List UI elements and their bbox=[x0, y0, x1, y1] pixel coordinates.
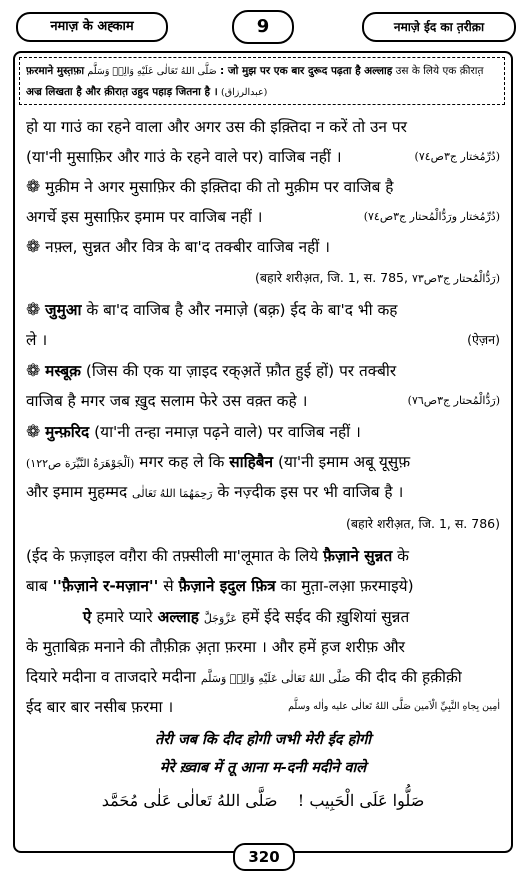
line-text: की दीद की ह़क़ीक़ी bbox=[355, 668, 462, 686]
divine-name: अल्लाह bbox=[157, 608, 199, 626]
line-text: के बा'द वाजिब है और नमाज़े (बक़्र) ईद के बा'द भी कह bbox=[86, 301, 398, 319]
hadith-allah: अल्लाह bbox=[364, 65, 393, 77]
line-text: का मुत़ा-लआ़ फ़रमाइये) bbox=[280, 577, 414, 595]
salawat-call: صَلُّوا عَلَى الْحَبِيب ! bbox=[297, 791, 425, 810]
reference-arabic: رَدُّالْمُحتار ج۳ص۷۳) bbox=[411, 272, 500, 285]
reference-arabic: (اَلْجَوْهَرَةُ النَّيِّرَة ص۱۲۲) bbox=[26, 457, 135, 470]
body-line-13 bbox=[26, 478, 500, 506]
body-line-17 bbox=[26, 603, 500, 631]
body-line-6 bbox=[26, 264, 500, 292]
term-munfarid: मुन्फ़रिद bbox=[45, 423, 90, 441]
line-text: से bbox=[163, 577, 174, 595]
body-line-7 bbox=[26, 296, 500, 324]
poem-text: तेरी जब कि दीद होगी जभी मेरी ईद होगी bbox=[154, 731, 372, 748]
line-text: ले । bbox=[26, 331, 48, 349]
body-line-5 bbox=[26, 233, 500, 261]
reference-arabic: (دُرِّمُختار ج۳ص۷٤) bbox=[414, 150, 500, 163]
body-line-12 bbox=[26, 448, 500, 476]
hadith-text-3: अज्र लिखता है और क़ीरात़ उहुद पहाड़ जितना है । bbox=[26, 86, 218, 98]
footer-page-number: 320 bbox=[233, 843, 295, 871]
arabic-salutation: صَلَّى اللهُ تَعَالٰى عَلَيْهِ وَالِهٖ وَسَلَّم bbox=[200, 672, 351, 685]
line-text: वाजिब है मगर जब ख़ुद सलाम फेरे उस वक़्त कहे । bbox=[26, 392, 308, 410]
salawat-response: صَلَّى اللهُ تَعالٰى عَلٰى مُحَمَّد bbox=[101, 791, 278, 810]
chapter-title: फ़ैज़ाने इदुल फ़ित्र bbox=[178, 577, 276, 595]
hadith-source: (عبدالرزاق) bbox=[221, 87, 268, 98]
line-text: हो या गाउं का रहने वाला और अगर उस की इक़्तिदा न करें तो उन पर bbox=[26, 118, 407, 136]
book-title: फ़ैज़ाने सुन्नत bbox=[323, 547, 393, 565]
flower-bullet-icon: ❁ bbox=[26, 300, 41, 320]
body-line-19 bbox=[26, 663, 500, 691]
poem-line-1 bbox=[26, 726, 500, 754]
hadith-arabic-salutation: صَلَّى اللهُ تَعَالٰى عَلَيْهِ وَالِهٖ وَسَلَّم bbox=[87, 66, 217, 77]
body-line-18 bbox=[26, 633, 500, 661]
body-line-1 bbox=[26, 113, 500, 141]
body-line-15 bbox=[26, 542, 500, 570]
line-text: हमारे प्यारे bbox=[96, 608, 153, 626]
reference-text: (बहारे शरीअ़त, जि. 1, स. 785, bbox=[254, 270, 408, 285]
line-text: (जिस की एक या ज़ाइद रक्अ़तें फ़ौत हुई हों) पर तक्बीर bbox=[85, 362, 397, 380]
vocative: ऐ bbox=[82, 608, 92, 626]
term-masbuq: मस्बूक़ bbox=[45, 362, 81, 380]
line-text: हमें ईदे सईद की ख़ुशियां सुन्नत bbox=[241, 608, 410, 626]
body-line-4 bbox=[26, 203, 500, 231]
line-text: ईद बार बार नसीब फ़रमा । bbox=[26, 698, 174, 716]
hadith-prefix: फ़रमाने मुस्त़फ़ा bbox=[26, 65, 85, 77]
flower-bullet-icon: ❁ bbox=[26, 422, 41, 442]
body-line-2 bbox=[26, 143, 500, 171]
poem-text: मेरे ख़्वाब में तू आना म-दनी मदीने वाले bbox=[159, 759, 367, 776]
arabic-supplication: رَحِمَهُمَا اللهُ تَعَالٰى bbox=[132, 487, 213, 500]
flower-bullet-icon: ❁ bbox=[26, 361, 41, 381]
body-line-3 bbox=[26, 173, 500, 201]
line-text: मुक़ीम ने अगर मुसाफ़िर की इक़्तिदा की तो मुक़ीम पर वाजिब है bbox=[45, 178, 394, 196]
body-line-20 bbox=[26, 693, 500, 721]
hadith-text-1: : जो मुझ पर एक बार दुरूद पढ़ता है bbox=[219, 65, 361, 77]
line-text: (ईद के फ़ज़ाइल वग़ैरा की तफ़्सीली मा'लूमात के लिये bbox=[26, 547, 319, 565]
term-sahibain: साहिबैन bbox=[229, 453, 274, 471]
term-juma: जुमुआ bbox=[45, 301, 82, 319]
line-text: मगर कह ले कि bbox=[139, 453, 225, 471]
reference-arabic: (رَدُّالْمُحتار ج۳ص۷٦) bbox=[407, 394, 500, 407]
line-text: बाब bbox=[26, 577, 48, 595]
arabic-supplication: عَزَّوَجَلَّ bbox=[203, 612, 237, 625]
reference-arabic: (دُرِّمُختار ورَدُّالْمُحتار ج۳ص۷٤) bbox=[363, 210, 500, 223]
header-section-title: नमाज़े ईद का त़रीक़ा bbox=[362, 12, 516, 42]
body-line-8 bbox=[26, 326, 500, 354]
flower-bullet-icon: ❁ bbox=[26, 237, 41, 257]
chapter-title: ''फ़ैज़ाने र-मज़ान'' bbox=[52, 577, 159, 595]
hadith-text-2: उस के लिये एक क़ीरात़ bbox=[395, 65, 484, 77]
hadith-box bbox=[19, 57, 505, 105]
line-text: और इमाम मुहम्मद bbox=[26, 483, 128, 501]
body-line-11 bbox=[26, 418, 500, 446]
line-text: दियारे मदीना व ताजदारे मदीना bbox=[26, 668, 196, 686]
reference-text: (बहारे शरीअ़त, जि. 1, स. 786) bbox=[346, 516, 500, 531]
line-text: नफ़्ल, सुन्नत और वित्र के बा'द तक्बीर वाजिब नहीं । bbox=[45, 238, 330, 256]
line-text: अगर्चे इस मुसाफ़िर इमाम पर वाजिब नहीं । bbox=[26, 208, 263, 226]
header-chapter-title: नमाज़ के अह्काम bbox=[16, 12, 168, 42]
line-text: (या'नी तन्हा नमाज़ पढ़ने वाले) पर वाजिब नहीं । bbox=[94, 423, 361, 441]
line-text: के मुत़ाबिक़ मनाने की तौफ़ीक़ अ़त़ा फ़रमा । और हमें ह़ज शरीफ़ और bbox=[26, 638, 405, 656]
header-page-number: 9 bbox=[232, 10, 294, 44]
line-text: के नज़्दीक इस पर भी वाजिब है । bbox=[217, 483, 404, 501]
arabic-supplication: اٰمِين بِجاهِ النَّبِيِّ الْاَمين صَلَّى اللهُ تَعالٰى عليه واٰله وسلَّم bbox=[288, 701, 500, 712]
line-text: (या'नी इमाम अबू यूसुफ़ bbox=[278, 453, 411, 471]
salawat-line bbox=[26, 784, 500, 818]
body-line-9 bbox=[26, 357, 500, 385]
poem-line-2 bbox=[26, 754, 500, 782]
body-line-14 bbox=[26, 510, 500, 538]
body-line-10 bbox=[26, 387, 500, 415]
flower-bullet-icon: ❁ bbox=[26, 177, 41, 197]
line-text: के bbox=[397, 547, 409, 565]
line-text: (या'नी मुसाफ़िर और गाउं के रहने वाले पर) वाजिब नहीं । bbox=[26, 148, 342, 166]
reference-text: (ऐज़न) bbox=[467, 332, 500, 347]
body-line-16 bbox=[26, 572, 500, 600]
